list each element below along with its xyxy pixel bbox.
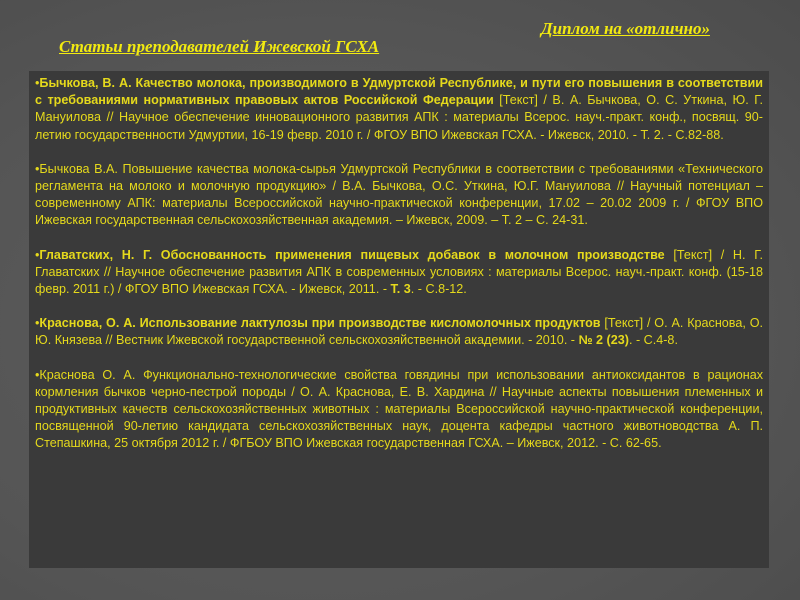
bullet: • — [35, 161, 40, 176]
entry-bold-text: Краснова, О. А. Использование лактулозы при производстве кисломолочных продуктов — [39, 316, 601, 331]
entry-bold-text: Бычкова, В. А. Качество молока, производимого в Удмуртской Республике, и пути его повышения в соответствии с требованиями нормативных правовых актов Российской Федерации — [35, 76, 763, 108]
bibliography-entry-5 — [35, 367, 763, 453]
entry-issue: № 2 (23) — [578, 333, 629, 348]
entry-bold-text: Главатских, Н. Г. Обоснованность применения пищевых добавок в молочном производстве — [39, 247, 665, 262]
entry-pages: . - С.8-12. — [410, 282, 467, 297]
bibliography-entry-3 — [35, 247, 763, 299]
bullet: • — [35, 367, 40, 382]
entry-volume: Т. 3 — [390, 282, 411, 297]
slide-header — [0, 0, 800, 70]
bullet: • — [35, 247, 40, 262]
bibliography-entry-1 — [35, 75, 763, 144]
entry-text: [Текст] / В. А. Бычкова, О. С. Уткина, Ю. Г. Мануилова // Научное обеспечение инновационного развития АПК : материалы Всерос. науч.-практ. конф., посвящ. 90-летию государственности Удмуртии, 16-19 февр. 2010 г. / ФГОУ ВПО Ижевская ГСХА. - Ижевск, 2010. - Т. 2. - С.82-88. — [35, 93, 763, 142]
bibliography-entry-2 — [35, 161, 763, 230]
entry-text: Бычкова В.А. Повышение качества молока-сырья Удмуртской Республики в соответствии с требованиями «Технического регламента на молоко и молочную продукцию» / В.А. Бычкова, О.С. Уткина, Ю.Г. Мануилова // Научный потенциал – современному АПК: материалы Всероссийской научно-практической конференции, 17.02 – 20.02 2009 г. / ФГОУ ВПО Ижевская государственная сельскохозяйственная академия. – Ижевск, 2009. – Т. 2 – С. 24-31. — [35, 161, 763, 228]
diploma-heading: Диплом на «отлично» — [541, 19, 710, 38]
bullet: • — [35, 76, 40, 90]
page-title: Статьи преподавателей Ижевской ГСХА — [59, 37, 380, 56]
entry-text: Краснова О. А. Функционально-технологические свойства говядины при использовании антиоксидантов в рационах кормления бычков черно-пестрой породы / О. А. Краснова, Е. В. Хардина // Научные аспекты повышения племенных и продуктивных качеств сельскохозяйственных животных : материалы Всероссийской научно-практической конференции, посвященной 90-летию кандидата сельскохозяйственных наук, доцента кафедры частного животноводства А. П. Степашкина, 25 октября 2012 г. / ФГБОУ ВПО Ижевская государственная ГСХА. – Ижевск, 2012. - С. 62-65. — [35, 367, 763, 451]
bibliography-panel — [29, 71, 769, 568]
bullet: • — [35, 316, 40, 331]
entry-pages: . - С.4-8. — [628, 333, 678, 348]
bibliography-entry-4 — [35, 315, 763, 349]
entry-text: [Текст] / Н. Г. Главатских // Научное обеспечение развития АПК в современных условиях : материалы Всерос. науч.-практ. конф. (15-18 февр. 2011 г.) / ФГОУ ВПО Ижевская ГСХА. - Ижевск, 2011. - — [35, 247, 763, 297]
entry-text: [Текст] / О. А. Краснова, О. Ю. Князева // Вестник Ижевской государственной сельскохозяйственной академии. - 2010. - — [35, 316, 763, 348]
